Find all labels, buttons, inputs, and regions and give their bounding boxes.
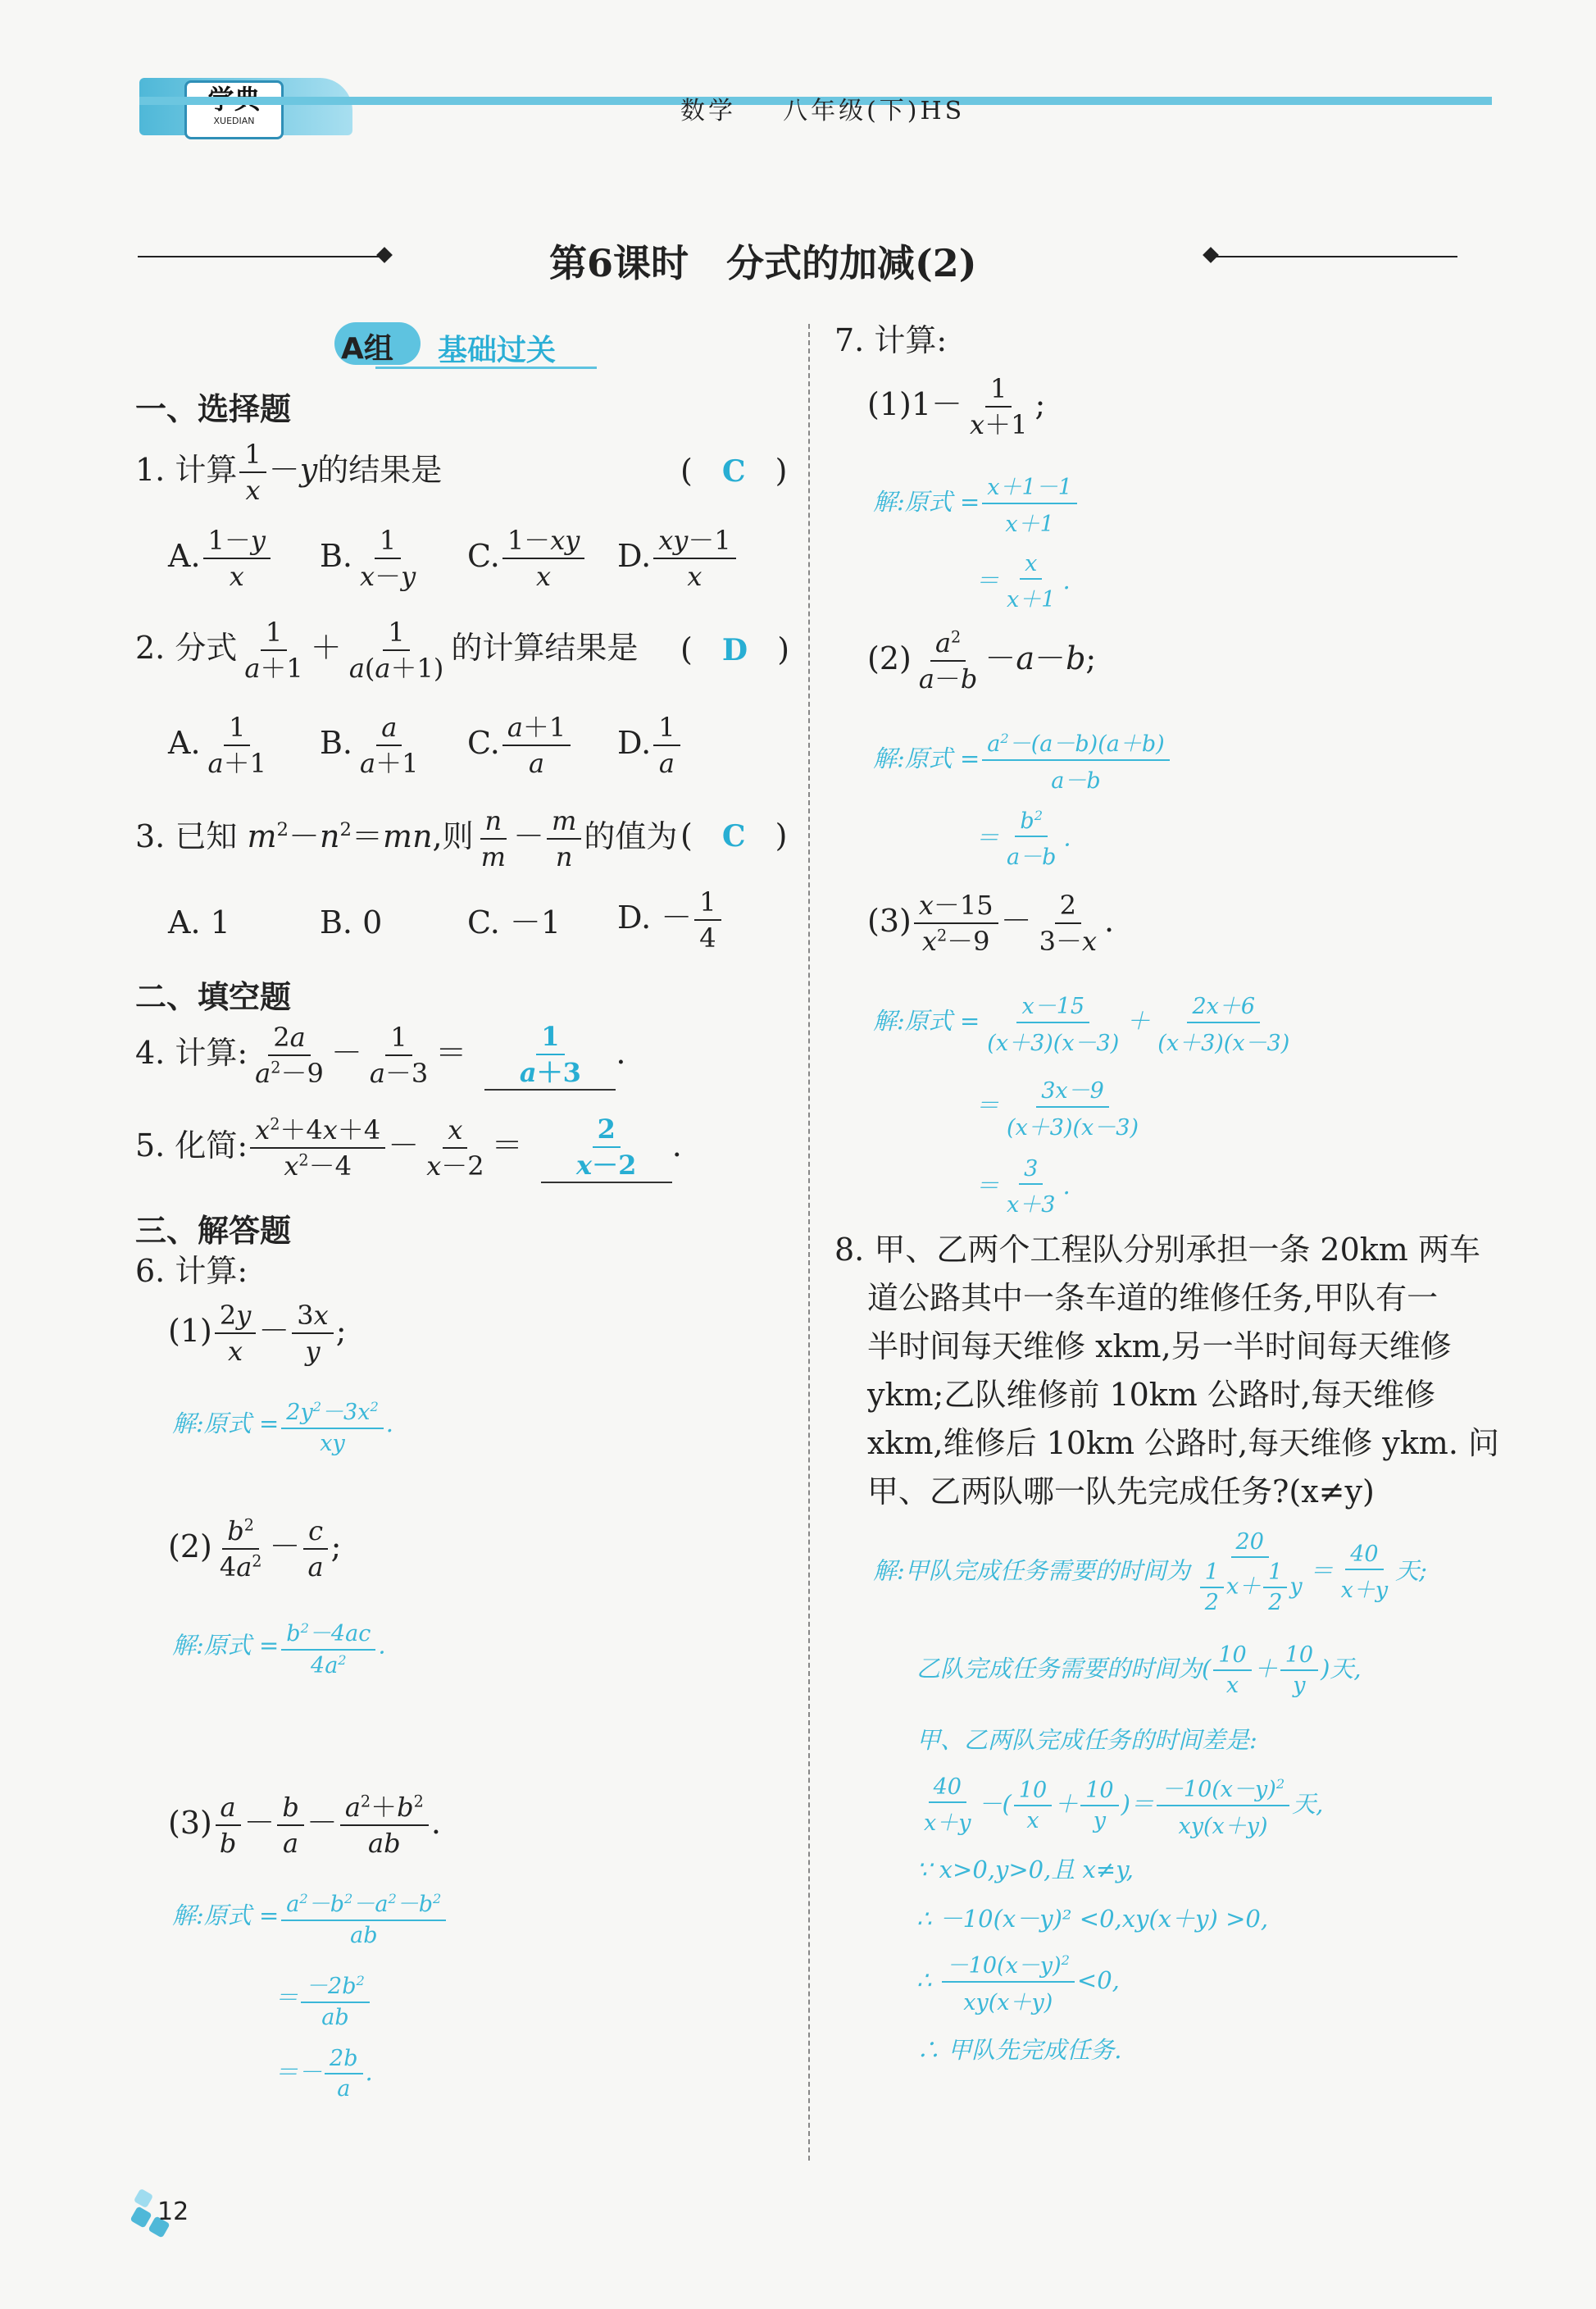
- q4-answer-blank: $\frac{1}{a+3}$: [484, 1021, 616, 1091]
- q1-option-d: D. $\frac{xy-1}{x}$: [617, 525, 739, 593]
- q3-option-a: A. 1: [168, 904, 230, 940]
- q3-option-b: B. 0: [320, 904, 383, 940]
- q1-stem: 1. 计算 $\frac{1}{x}$ －y的结果是: [135, 439, 443, 507]
- q3-answer-value: C: [721, 819, 746, 854]
- q7-part1-solution: 解:原式 = $\frac{x+1-1}{x+1}$: [873, 469, 1080, 538]
- q8-solution-line5: ∵ x>0,y>0,且 x≠y,: [916, 1856, 1134, 1883]
- page-number: 12: [157, 2197, 189, 2226]
- q7-part1-step2: ＝ $\frac{x}{x+1}$ .: [975, 551, 1071, 613]
- group-badge: [334, 322, 589, 371]
- logo-badge: [184, 80, 284, 139]
- q1-option-c: C. $\frac{1-xy}{x}$: [467, 525, 587, 593]
- q7-part3-solution: 解:原式 = $\frac{x-15}{(x+3)(x-3)}$ ＋ $\frac{2x+6}{(x+3)(x-3)}$: [873, 988, 1297, 1057]
- q7-stem: 7. 计算:: [834, 322, 948, 358]
- q7-part3-step3: ＝ $\frac{3}{x+3}$ .: [975, 1156, 1071, 1218]
- title-diamond-left: [376, 247, 393, 263]
- grade-label: 八年级(下)HS: [783, 97, 966, 125]
- q6-part1-solution: 解:原式 = $\frac{2y^2-3x^2}{xy}$ .: [172, 1394, 393, 1456]
- q3-option-c: C. －1: [467, 904, 562, 940]
- q2-stem: 2. 分式 $\frac{1}{a+1}$ ＋ $\frac{1}{a(a+1)}$ 的计算结果是: [135, 617, 639, 685]
- q2-option-d: D. $\frac{1}{a}$: [617, 712, 683, 780]
- q6-part3-step3: ＝－ $\frac{2b}{a}$ .: [275, 2046, 373, 2102]
- q8-problem: 8. 甲、乙两个工程队分别承担一条 20km 两车 道公路其中一条车道的维修任务,甲队有一 半时间每天维修 xkm,另一半时间每天维修 ykm;乙队维修前 10km 公路时,每天维修 xkm,维修后 10km 公路时,每天维修 ykm. 问 甲、乙两队哪一队先完成任务?(x≠y): [834, 1232, 1499, 1510]
- section-solve: 三、解答题: [135, 1213, 292, 1249]
- q6-part3-step2: ＝ $\frac{-2b^2}{ab}$: [275, 1968, 372, 2030]
- q3-answer: ( C ): [680, 817, 788, 854]
- q6-part3-solution: 解:原式 = $\frac{a^2-b^2-a^2-b^2}{ab}$: [172, 1886, 448, 1948]
- q7-part2-step2: ＝ $\frac{b^2}{a-b}$ .: [975, 808, 1071, 870]
- q8-solution-line7: ∴ $\frac{-10(x-y)^2}{xy(x+y)}$ <0,: [916, 1947, 1120, 2016]
- q3-option-d: D. － $\frac{1}{4}$: [617, 886, 724, 954]
- q6-stem: 6. 计算:: [135, 1253, 248, 1289]
- subject-label: 数学: [680, 97, 736, 125]
- q2-option-a: A. $\frac{1}{a+1}$: [168, 712, 266, 780]
- lesson-title: 第6课时 分式的加减(2): [549, 241, 977, 285]
- logo-subtext: XUEDIAN: [213, 116, 255, 126]
- q2-answer-value: D: [721, 633, 748, 667]
- q1-answer-value: C: [721, 454, 746, 489]
- q7-part3: (3) $\frac{x-15}{x^2-9}$ － $\frac{2}{3-x}$ .: [867, 890, 1115, 958]
- q3-stem: 3. 已知 $m^2-n^2=mn$,则 $\frac{n}{m}$ － $\frac{m}{n}$ 的值为: [135, 805, 678, 873]
- q7-part1: (1)1－ $\frac{1}{x+1}$ ;: [867, 373, 1046, 441]
- section-fill: 二、填空题: [135, 979, 292, 1015]
- q8-solution-line6: ∴ －10(x－y)² <0,xy(x＋y) >0,: [916, 1905, 1269, 1933]
- column-divider: [808, 324, 810, 2161]
- q1-answer: ( C ): [680, 453, 788, 489]
- q2-option-c: C. $\frac{a+1}{a}$: [467, 712, 573, 780]
- group-title: 基础过关: [438, 334, 557, 367]
- section-choice: 一、选择题: [135, 391, 292, 427]
- q8-solution-line4: $\frac{40}{x+y}$ －( $\frac{10}{x}$ ＋ $\frac{10}{y}$ )＝ $\frac{-10(x-y)^2}{xy(x+y)}$ 天,: [916, 1771, 1323, 1840]
- header-subject: [680, 97, 965, 126]
- q2-option-b: B. $\frac{a}{a+1}$: [320, 712, 419, 780]
- q6-part3: (3) $\frac{a}{b}$ － $\frac{b}{a}$ － $\frac{a^2+b^2}{ab}$ .: [168, 1792, 441, 1860]
- q6-part2-solution: 解:原式 = $\frac{b^2-4ac}{4a^2}$ .: [172, 1615, 386, 1678]
- q2-answer: ( D ): [680, 631, 790, 667]
- q6-part2: (2) $\frac{b^2}{4a^2}$ － $\frac{c}{a}$ ;: [168, 1515, 342, 1583]
- q7-part2-solution: 解:原式 = $\frac{a^2-(a-b)(a+b)}{a-b}$: [873, 726, 1172, 795]
- q7-part3-step2: ＝ $\frac{3x-9}{(x+3)(x-3)}$: [975, 1073, 1146, 1141]
- group-badge-label: A组: [341, 332, 393, 366]
- q5-answer-blank: $\frac{2}{x-2}$: [541, 1114, 672, 1183]
- q1-option-a: A. $\frac{1-y}{x}$: [168, 525, 273, 593]
- q7-part2: (2) $\frac{a^2}{a-b}$ －a－b;: [867, 627, 1097, 695]
- q4-stem: 4. 计算: $\frac{2a}{a^2-9}$ － $\frac{1}{a-3}$ ＝ $\frac{1}{a+3}$ .: [135, 1021, 626, 1090]
- q6-part1: (1) $\frac{2y}{x}$ － $\frac{3x}{y}$ ;: [168, 1300, 347, 1368]
- title-rule-right: [1212, 256, 1457, 257]
- q8-solution-line1: 解:甲队完成任务需要的时间为 20 $\frac{1}{2}$ x＋ $\frac{1}{2}$ y ＝ $\frac{40}{x+y}$ 天;: [873, 1529, 1427, 1615]
- q8-solution-line8: ∴ 甲队先完成任务.: [916, 2036, 1122, 2064]
- title-diamond-right: [1203, 247, 1219, 263]
- q5-stem: 5. 化简: $\frac{x^2+4x+4}{x^2-4}$ － $\frac{x}{x-2}$ ＝ $\frac{2}{x-2}$ .: [135, 1114, 682, 1182]
- q8-solution-line3: 甲、乙两队完成任务的时间差是:: [916, 1726, 1257, 1754]
- q1-option-b: B. $\frac{1}{x-y}$: [320, 525, 416, 593]
- q8-solution-line2: 乙队完成任务需要的时间为( $\frac{10}{x}$ ＋ $\frac{10}{y}$ )天,: [916, 1642, 1362, 1698]
- title-rule-left: [138, 256, 384, 257]
